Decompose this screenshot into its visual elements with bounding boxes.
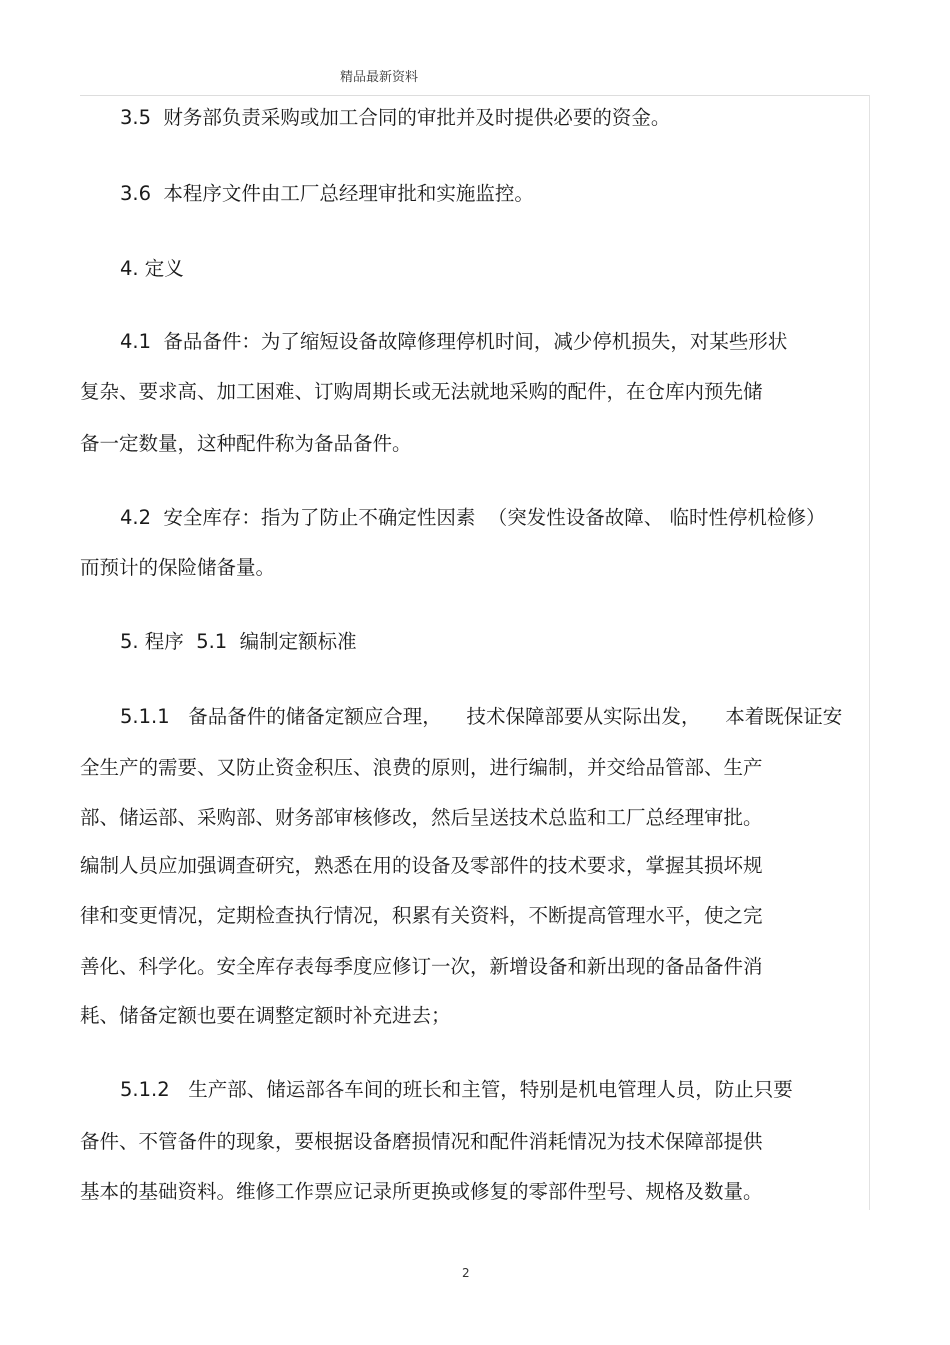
clause-4-1-line-2: 复杂、要求高、加工困难、订购周期长或无法就地采购的配件，在仓库内预先储	[80, 380, 763, 403]
section-4-heading: 4. 定义	[120, 257, 184, 280]
clause-4-1-line-3: 备一定数量，这种配件称为备品备件。	[80, 432, 412, 455]
header-divider	[80, 95, 870, 96]
clause-5-1-2-line-2: 备件、不管备件的现象，要根据设备磨损情况和配件消耗情况为技术保障部提供	[80, 1130, 763, 1153]
right-margin-rule	[869, 95, 870, 1210]
clause-4-2-line-1: 4.2 安全库存：指为了防止不确定性因素 （突发性设备故障、 临时性停机检修）	[120, 506, 826, 529]
clause-5-1-1-line-4: 编制人员应加强调查研究，熟悉在用的设备及零部件的技术要求，掌握其损坏规	[80, 854, 763, 877]
clause-3-5: 3.5 财务部负责采购或加工合同的审批并及时提供必要的资金。	[120, 106, 671, 129]
clause-5-1-1-line-1: 5.1.1 备品备件的储备定额应合理， 技术保障部要从实际出发， 本着既保证安	[120, 705, 843, 728]
clause-5-1-1-line-5: 律和变更情况，定期检查执行情况，积累有关资料，不断提高管理水平，使之完	[80, 904, 763, 927]
clause-5-1-1-line-6: 善化、科学化。安全库存表每季度应修订一次，新增设备和新出现的备品备件消	[80, 955, 763, 978]
clause-5-1-2-line-1: 5.1.2 生产部、储运部各车间的班长和主管，特别是机电管理人员，防止只要	[120, 1078, 793, 1101]
clause-5-1-1-line-3: 部、储运部、采购部、财务部审核修改，然后呈送技术总监和工厂总经理审批。	[80, 806, 763, 829]
clause-4-1-line-1: 4.1 备品备件：为了缩短设备故障修理停机时间，减少停机损失，对某些形状	[120, 330, 788, 353]
clause-5-1-1-line-7: 耗、储备定额也要在调整定额时补充进去；	[80, 1004, 451, 1027]
section-5-heading: 5. 程序 5.1 编制定额标准	[120, 630, 357, 653]
clause-3-6: 3.6 本程序文件由工厂总经理审批和实施监控。	[120, 182, 534, 205]
page-header-label: 精品最新资料	[340, 70, 419, 85]
clause-5-1-2-line-3: 基本的基础资料。维修工作票应记录所更换或修复的零部件型号、规格及数量。	[80, 1180, 763, 1203]
clause-5-1-1-line-2: 全生产的需要、又防止资金积压、浪费的原则，进行编制，并交给品管部、生产	[80, 756, 763, 779]
page-number: 2	[462, 1266, 470, 1280]
clause-4-2-line-2: 而预计的保险储备量。	[80, 556, 276, 579]
